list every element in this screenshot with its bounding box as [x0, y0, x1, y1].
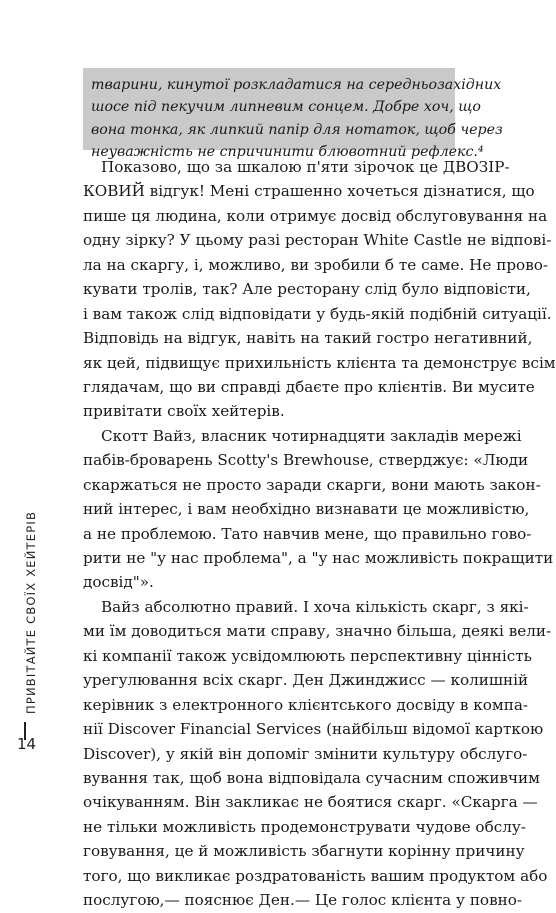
text-line: говування, це й можливість збагнути корінну причину [83, 842, 525, 861]
text-line: і вам також слід відповідати у будь-якій подібній ситуації. [83, 304, 552, 323]
text-line: вування так, щоб вона відповідала сучасним споживчим [83, 768, 540, 787]
text-line: КОВИЙ відгук! Мені страшенно хочеться дізнатися, що [83, 182, 535, 201]
text-line: кі компанії також усвідомлюють перспективну цінність [83, 646, 532, 665]
text-line: урегулювання всіх скарг. Ден Джинджисс — колишній [83, 671, 529, 690]
paragraph-3 [83, 595, 552, 913]
quote-line: вона тонка, як липкий папір для нотаток, щоб через [91, 121, 503, 138]
text-line: Відповідь на відгук, навіть на такий гостро негативний, [83, 329, 533, 348]
text-line: досвід"». [83, 573, 154, 592]
text-line: Скотт Вайз, власник чотирнадцяти закладів мережі [101, 426, 522, 445]
text-line: як цей, підвищує прихильність клієнта та демонструє всім [83, 353, 556, 372]
text-line: не тільки можливість продемонструвати чудове обслу- [83, 817, 526, 836]
paragraph-2 [83, 424, 554, 595]
text-line: рити не "у нас проблема", а "у нас можливість покращити [83, 549, 554, 567]
quote-line: тварини, кинутої розкладатися на середньозахідних [91, 77, 502, 93]
block-quote [83, 68, 503, 161]
text-line: а не проблемою. Тато навчив мене, що правильно гово- [83, 524, 532, 543]
text-line: послугою,— пояснює Ден.— Це голос клієнта у повно- [83, 891, 523, 910]
page-number: 14 [17, 735, 37, 753]
paragraph-1 [83, 155, 556, 424]
text-line: привітати своїх хейтерів. [83, 402, 285, 421]
text-line: Discover), у якій він допоміг змінити культуру обслуго- [83, 744, 528, 763]
quote-line: неуважність не спричинити блювотний рефлекс.⁴ [91, 144, 484, 161]
text-line: скаржаться не просто заради скарги, вони мають закон- [83, 475, 541, 494]
text-line: Показово, що за шкалою п'яти зірочок це ДВОЗІР- [101, 158, 510, 176]
quote-line: шосе під пекучим липневим сонцем. Добре хоч, що [91, 99, 481, 116]
text-line: нії Discover Financial Services (найбільш відомої карткою [83, 720, 544, 739]
text-line: пабів-броварень Scotty's Brewhouse, стверджує: «Люди [83, 451, 529, 470]
text-line: ний інтерес, і вам необхідно визнавати це можливістю, [83, 500, 530, 519]
text-line: кувати тролів, так? Але ресторану слід було відповісти, [83, 280, 531, 299]
body-text [83, 155, 556, 913]
text-line: керівник з електронного клієнтського досвіду в компа- [83, 695, 529, 714]
text-line: того, що викликає роздратованість вашим продуктом або [83, 866, 548, 885]
text-line: ми їм доводиться мати справу, значно більша, деякі вели- [83, 622, 552, 641]
running-head: ПРИВІТАЙТЕ СВОЇХ ХЕЙТЕРІВ [24, 510, 38, 714]
text-line: глядачам, що ви справді дбаєте про клієнтів. Ви мусите [83, 377, 535, 396]
text-line: пише ця людина, коли отримує досвід обслуговування на [83, 206, 548, 225]
text-line: очікуванням. Він закликає не боятися скарг. «Скарга — [83, 793, 538, 812]
text-line: одну зірку? У цьому разі ресторан White Castle не відпові- [83, 231, 552, 250]
text-line: ла на скаргу, і, можливо, ви зробили б те саме. Не прово- [83, 255, 549, 274]
text-line: Вайз абсолютно правий. І хоча кількість скарг, з які- [101, 597, 529, 616]
